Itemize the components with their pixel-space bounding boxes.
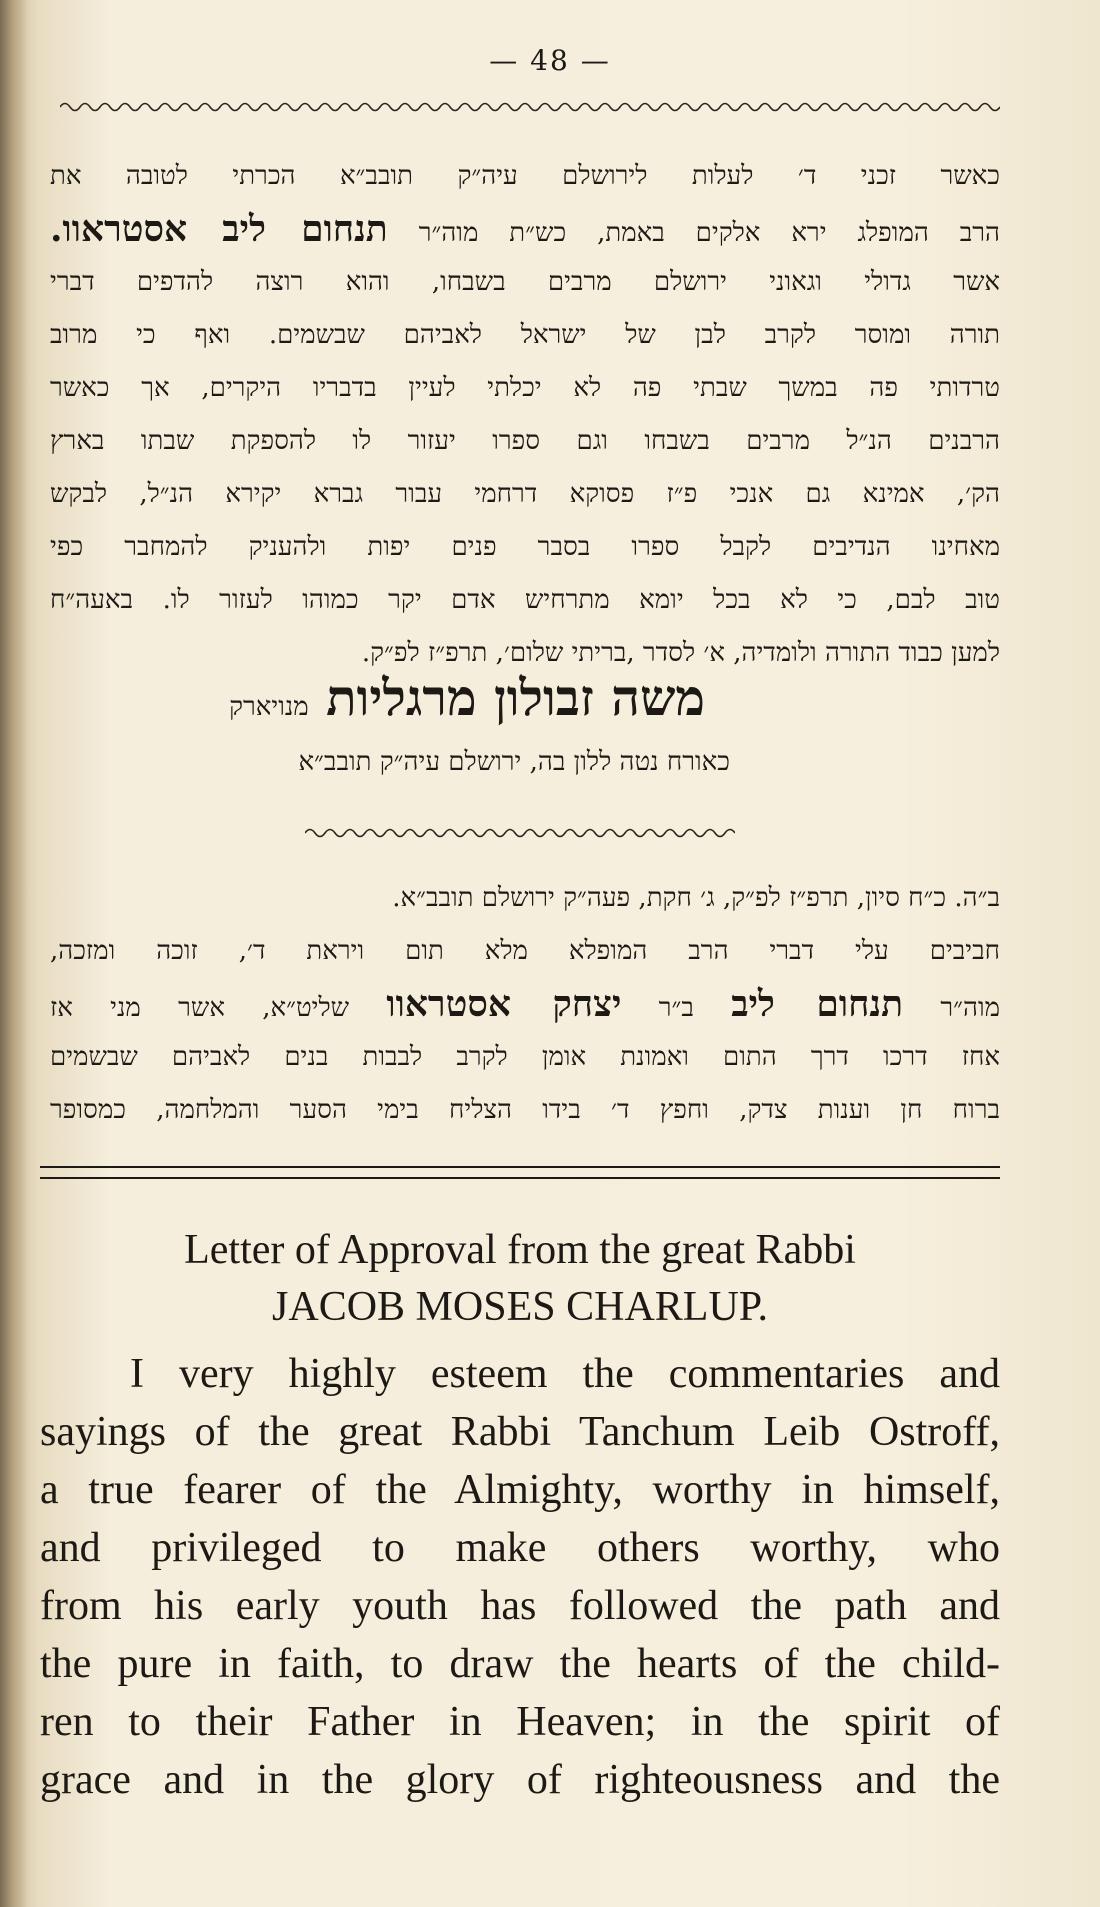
author-name-hebrew: תנחום ליב אסטראוו. [50,208,388,250]
author-name-hebrew: תנחום ליב [731,983,904,1025]
hebrew-line: למען כבוד התורה ולומדיה, א׳ לסדר ,בריתי שלום׳, תרפ״ז לפ״ק. [361,638,1000,668]
hebrew-letter-2 [50,872,1000,1137]
english-line: a true fearer of the Almighty, worthy in himself, [40,1467,1000,1513]
hebrew-line: ברוח חן וענות צדק, וחפץ ד׳ בידו הצליח בימי הסער והמלחמה, כמסופר [50,1095,1000,1125]
hebrew-line: תורה ומוסר לקרב לבן של ישראל לאביהם שבשמים. ואף כי מרוב [50,320,1000,350]
double-rule-divider [40,1166,1000,1179]
signature-suffix: מנויארק [229,692,309,722]
english-title [40,1222,1000,1336]
hebrew-line: אחז דרכו דרך התום ואמונת אומן לקרב לבבות בנים לאביהם שבשמים [50,1042,1000,1072]
signature-name-text: משה זבולון מרגליות [326,668,705,727]
hebrew-line-with-name [50,978,1000,1031]
hebrew-text: הרב המופלג ירא אלקים באמת, כש״ת מוה״ר [418,218,1000,248]
page-number: — 48 — [489,44,611,77]
book-spine-shadow [0,0,28,1907]
hebrew-line: הק׳, אמינא גם אנכי פ״ז פסוקא דרחמי עבור גברא יקירא הנ״ל, לבקש [50,479,1000,509]
hebrew-line: טוב לבם, כי לא בכל יומא מתרחיש אדם יקר כמוהו לעזור לו. באעה״ח [50,585,1000,615]
english-title-line-1: Letter of Approval from the great Rabbi [184,1227,856,1273]
wavy-divider-middle [305,826,735,840]
english-line: sayings of the great Rabbi Tanchum Leib Ostroff, [40,1409,1000,1455]
hebrew-letter-1 [50,150,1000,680]
hebrew-line: מאחינו הנדיבים לקבל ספרו בסבר פנים יפות ולהעניק להמחבר כפי [50,532,1000,562]
english-line: from his early youth has followed the path and [40,1583,1000,1629]
hebrew-line: טרדותי פה במשך שבתי פה לא יכלתי לעיין בדבריו היקרים, אך כאשר [50,373,1000,403]
english-line: ren to their Father in Heaven; in the spirit of [40,1699,1000,1745]
english-body [40,1345,1000,1809]
hebrew-line: כאשר זכני ד׳ לעלות לירושלם עיה״ק תובב״א הכרתי לטובה את [50,161,1000,191]
hebrew-line: חביבים עלי דברי הרב המופלא מלא תום ויראת ד׳, זוכה ומזכה, [50,936,1000,966]
hebrew-text: מוה״ר [940,993,1000,1023]
hebrew-line-with-name [50,203,1000,256]
english-line: and privileged to make others worthy, who [40,1525,1000,1571]
hebrew-text: שליט״א, אשר מני אז [50,993,350,1023]
english-line: grace and in the glory of righteousness and the [40,1757,1000,1803]
english-line: I very highly esteem the commentaries and [130,1351,1000,1397]
signature-place: כאורח נטה ללון בה, ירושלם עיה״ק תובב״א [298,747,730,777]
hebrew-text: ב״ר [658,993,694,1023]
hebrew-line: ב״ה. כ״ח סיון, תרפ״ז לפ״ק, ג׳ חקת, פעה״ק ירושלם תובב״א. [392,883,1000,913]
author-father-name-hebrew: יצחק אסטראוו [386,983,622,1025]
english-line: the pure in faith, to draw the hearts of the child- [40,1641,1000,1687]
wavy-divider-top [60,100,1000,114]
hebrew-line: הרבנים הנ״ל מרבים בשבחו וגם ספרו יעזור לו להספקת שבתו בארץ [50,426,1000,456]
hebrew-line: אשר גדולי וגאוני ירושלם מרבים בשבחו, והוא רוצה להדפים דברי [50,267,1000,297]
english-title-line-2: JACOB MOSES CHARLUP. [272,1284,768,1330]
signature-name [229,668,705,727]
